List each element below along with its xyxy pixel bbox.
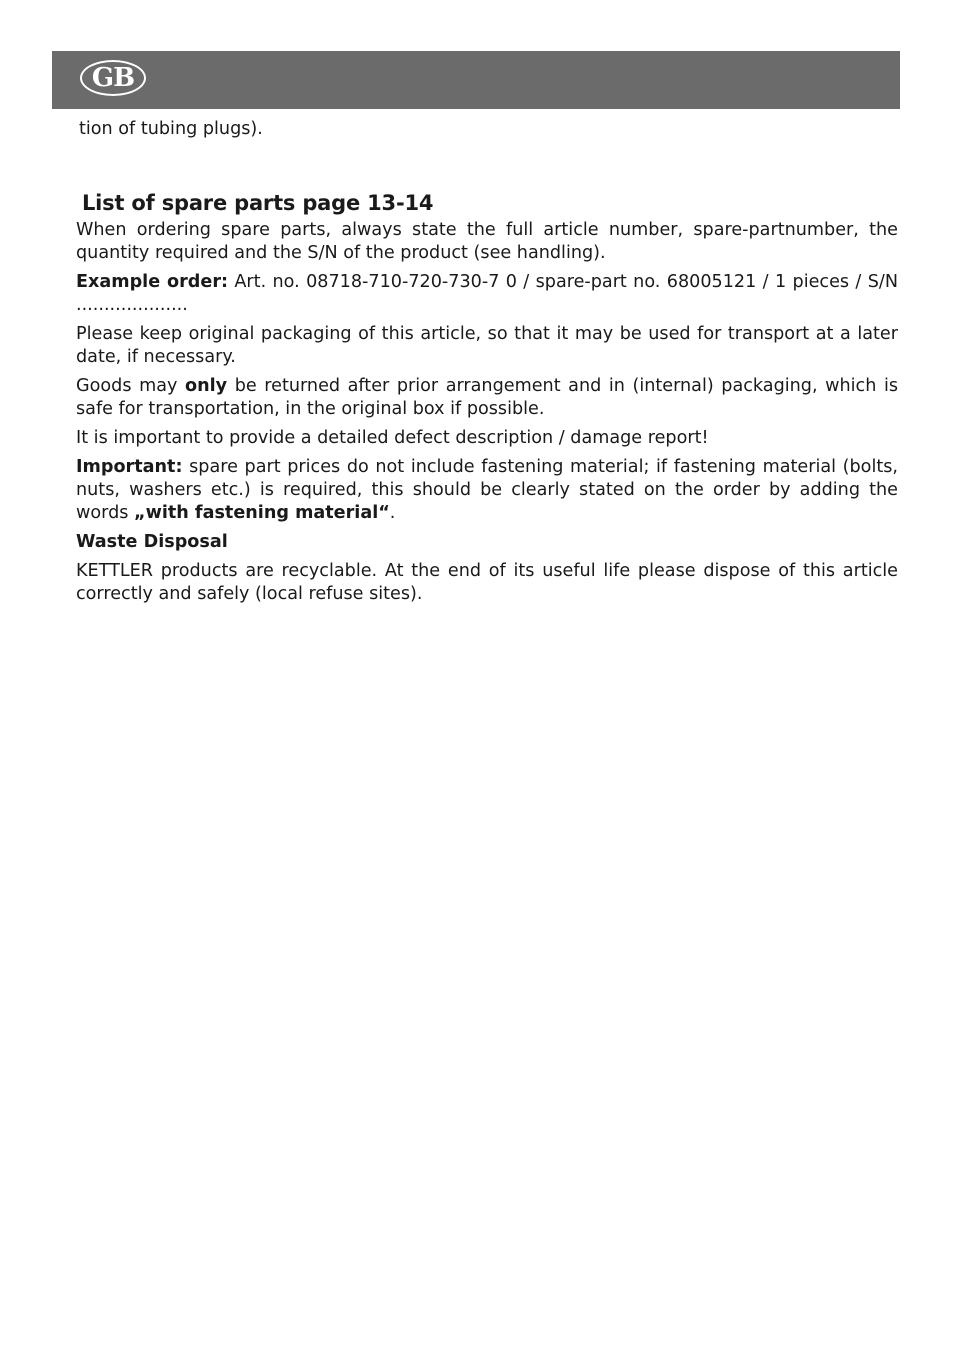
defect-paragraph: It is important to provide a detailed defect description / damage report! xyxy=(76,428,709,448)
page-content xyxy=(76,118,898,612)
waste-disposal-heading: Waste Disposal xyxy=(76,532,228,552)
header-bar xyxy=(52,51,900,109)
important-text: spare part prices do not include fastening material; if fastening material (bolts, nuts, washers etc.) is required, this should be clearly stated on the order by adding the words xyxy=(76,457,898,523)
waste-disposal-text: KETTLER products are recyclable. At the end of its useful life please dispose of this article correctly and safely (local refuse sites). xyxy=(76,561,898,604)
returns-paragraph xyxy=(76,375,898,421)
example-order-paragraph xyxy=(76,271,898,317)
returns-text-after: be returned after prior arrangement and in (internal) packaging, which is safe for transportation, in the original box if possible. xyxy=(76,376,899,419)
language-badge: GB xyxy=(80,60,146,96)
continuation-text: tion of tubing plugs). xyxy=(79,119,263,139)
example-order-text: Art. no. 08718-710-720-730-7 0 / spare-part no. 68005121 / 1 pieces / S/N .................... xyxy=(76,272,898,315)
spare-parts-intro: When ordering spare parts, always state the full article number, spare-partnumber, the quantity required and the S/N of the product (see handling). xyxy=(76,220,898,263)
important-paragraph xyxy=(76,456,898,525)
important-label: Important: xyxy=(76,457,183,477)
important-end: . xyxy=(389,503,396,523)
example-order-label: Example order: xyxy=(76,272,229,292)
fastening-material-phrase: „with fastening material“ xyxy=(134,503,390,523)
spare-parts-heading: List of spare parts page 13-14 xyxy=(82,191,434,215)
returns-emphasis: only xyxy=(185,376,228,396)
returns-text-before: Goods may xyxy=(76,376,185,396)
packaging-paragraph: Please keep original packaging of this article, so that it may be used for transport at a later date, if necessary. xyxy=(76,324,898,367)
